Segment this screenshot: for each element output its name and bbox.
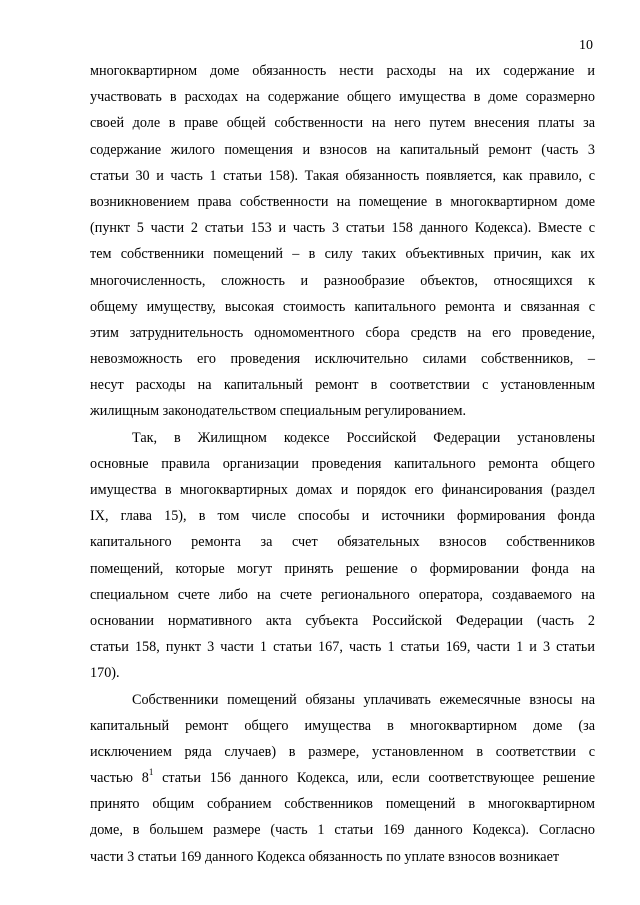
text-line: Так, в Жилищном кодексе Российской Федерации установлены <box>132 429 595 446</box>
text-line: доме, в большем размере (часть 1 статьи 169 данного Кодекса). Согласно <box>90 822 595 839</box>
text-line: основании нормативного акта субъекта Российской Федерации (часть 2 <box>90 612 595 629</box>
text-line: этим затруднительность одномоментного сбора средств на его проведение, <box>90 324 595 341</box>
text-line: невозможность его проведения исключительно силами собственников, – <box>90 351 595 368</box>
paragraph <box>90 425 595 687</box>
text-line: (пункт 5 части 2 статьи 153 и часть 3 статьи 158 данного Кодекса). Вместе с <box>90 220 595 237</box>
text-line: общему имуществу, высокая стоимость капитального ремонта и связанная с <box>90 298 595 315</box>
text-line: специальном счете либо на счете регионального оператора, создаваемого на <box>90 586 595 603</box>
text-line: исключением ряда случаев) в размере, установленном в соответствии с <box>90 743 595 760</box>
text-line: статьи 30 и часть 1 статьи 158). Такая обязанность появляется, как правило, с <box>90 167 595 184</box>
text-span: статьи 156 данного Кодекса, или, если соответствующее решение <box>153 770 595 787</box>
text-line: 170). <box>90 665 120 682</box>
text-line: основные правила организации проведения капитального ремонта общего <box>90 455 595 472</box>
text-line: содержание жилого помещения и взносов на капитальный ремонт (часть 3 <box>90 141 595 158</box>
text-line: жилищным законодательством специальным регулированием. <box>90 403 467 420</box>
text-line: многоквартирном доме обязанность нести расходы на их содержание и <box>90 63 595 79</box>
text-line: IX, глава 15), в том числе способы и источники формирования фонда <box>90 508 595 525</box>
text-line: имущества в многоквартирных домах и порядок его финансирования (раздел <box>90 482 595 498</box>
text-line: принято общим собранием собственников помещений в многоквартирном <box>90 796 595 813</box>
text-line: своей доле в праве общей собственности на него путем внесения платы за <box>90 115 595 132</box>
text-line: тем собственники помещений – в силу таких объективных причин, как их <box>90 246 595 263</box>
text-line: многочисленность, сложность и разнообразие объектов, относящихся к <box>90 272 595 289</box>
paragraph <box>90 58 595 425</box>
text-line: возникновением права собственности на помещение в многоквартирном доме <box>90 193 595 210</box>
body-text <box>90 58 595 870</box>
text-line: помещений, которые могут принять решение о формировании фонда на <box>90 560 595 577</box>
text-line: капитального ремонта за счет обязательных взносов собственников <box>90 534 595 551</box>
text-span: частью 8 <box>90 770 149 787</box>
paragraph <box>90 687 595 870</box>
text-line: статьи 158, пункт 3 части 1 статьи 167, часть 1 статьи 169, части 1 и 3 статьи <box>90 639 595 656</box>
text-line: несут расходы на капитальный ремонт в соответствии с установленным <box>90 377 595 394</box>
superscript: 1 <box>148 767 154 778</box>
text-line <box>90 765 595 791</box>
text-line: части 3 статьи 169 данного Кодекса обязанность по уплате взносов возникает <box>90 848 560 865</box>
text-line: капитальный ремонт общего имущества в многоквартирном доме (за <box>90 717 595 734</box>
text-line: участвовать в расходах на содержание общего имущества в доме соразмерно <box>90 89 595 106</box>
page-number: 10 <box>579 38 593 53</box>
text-line: Собственники помещений обязаны уплачивать ежемесячные взносы на <box>132 691 595 708</box>
